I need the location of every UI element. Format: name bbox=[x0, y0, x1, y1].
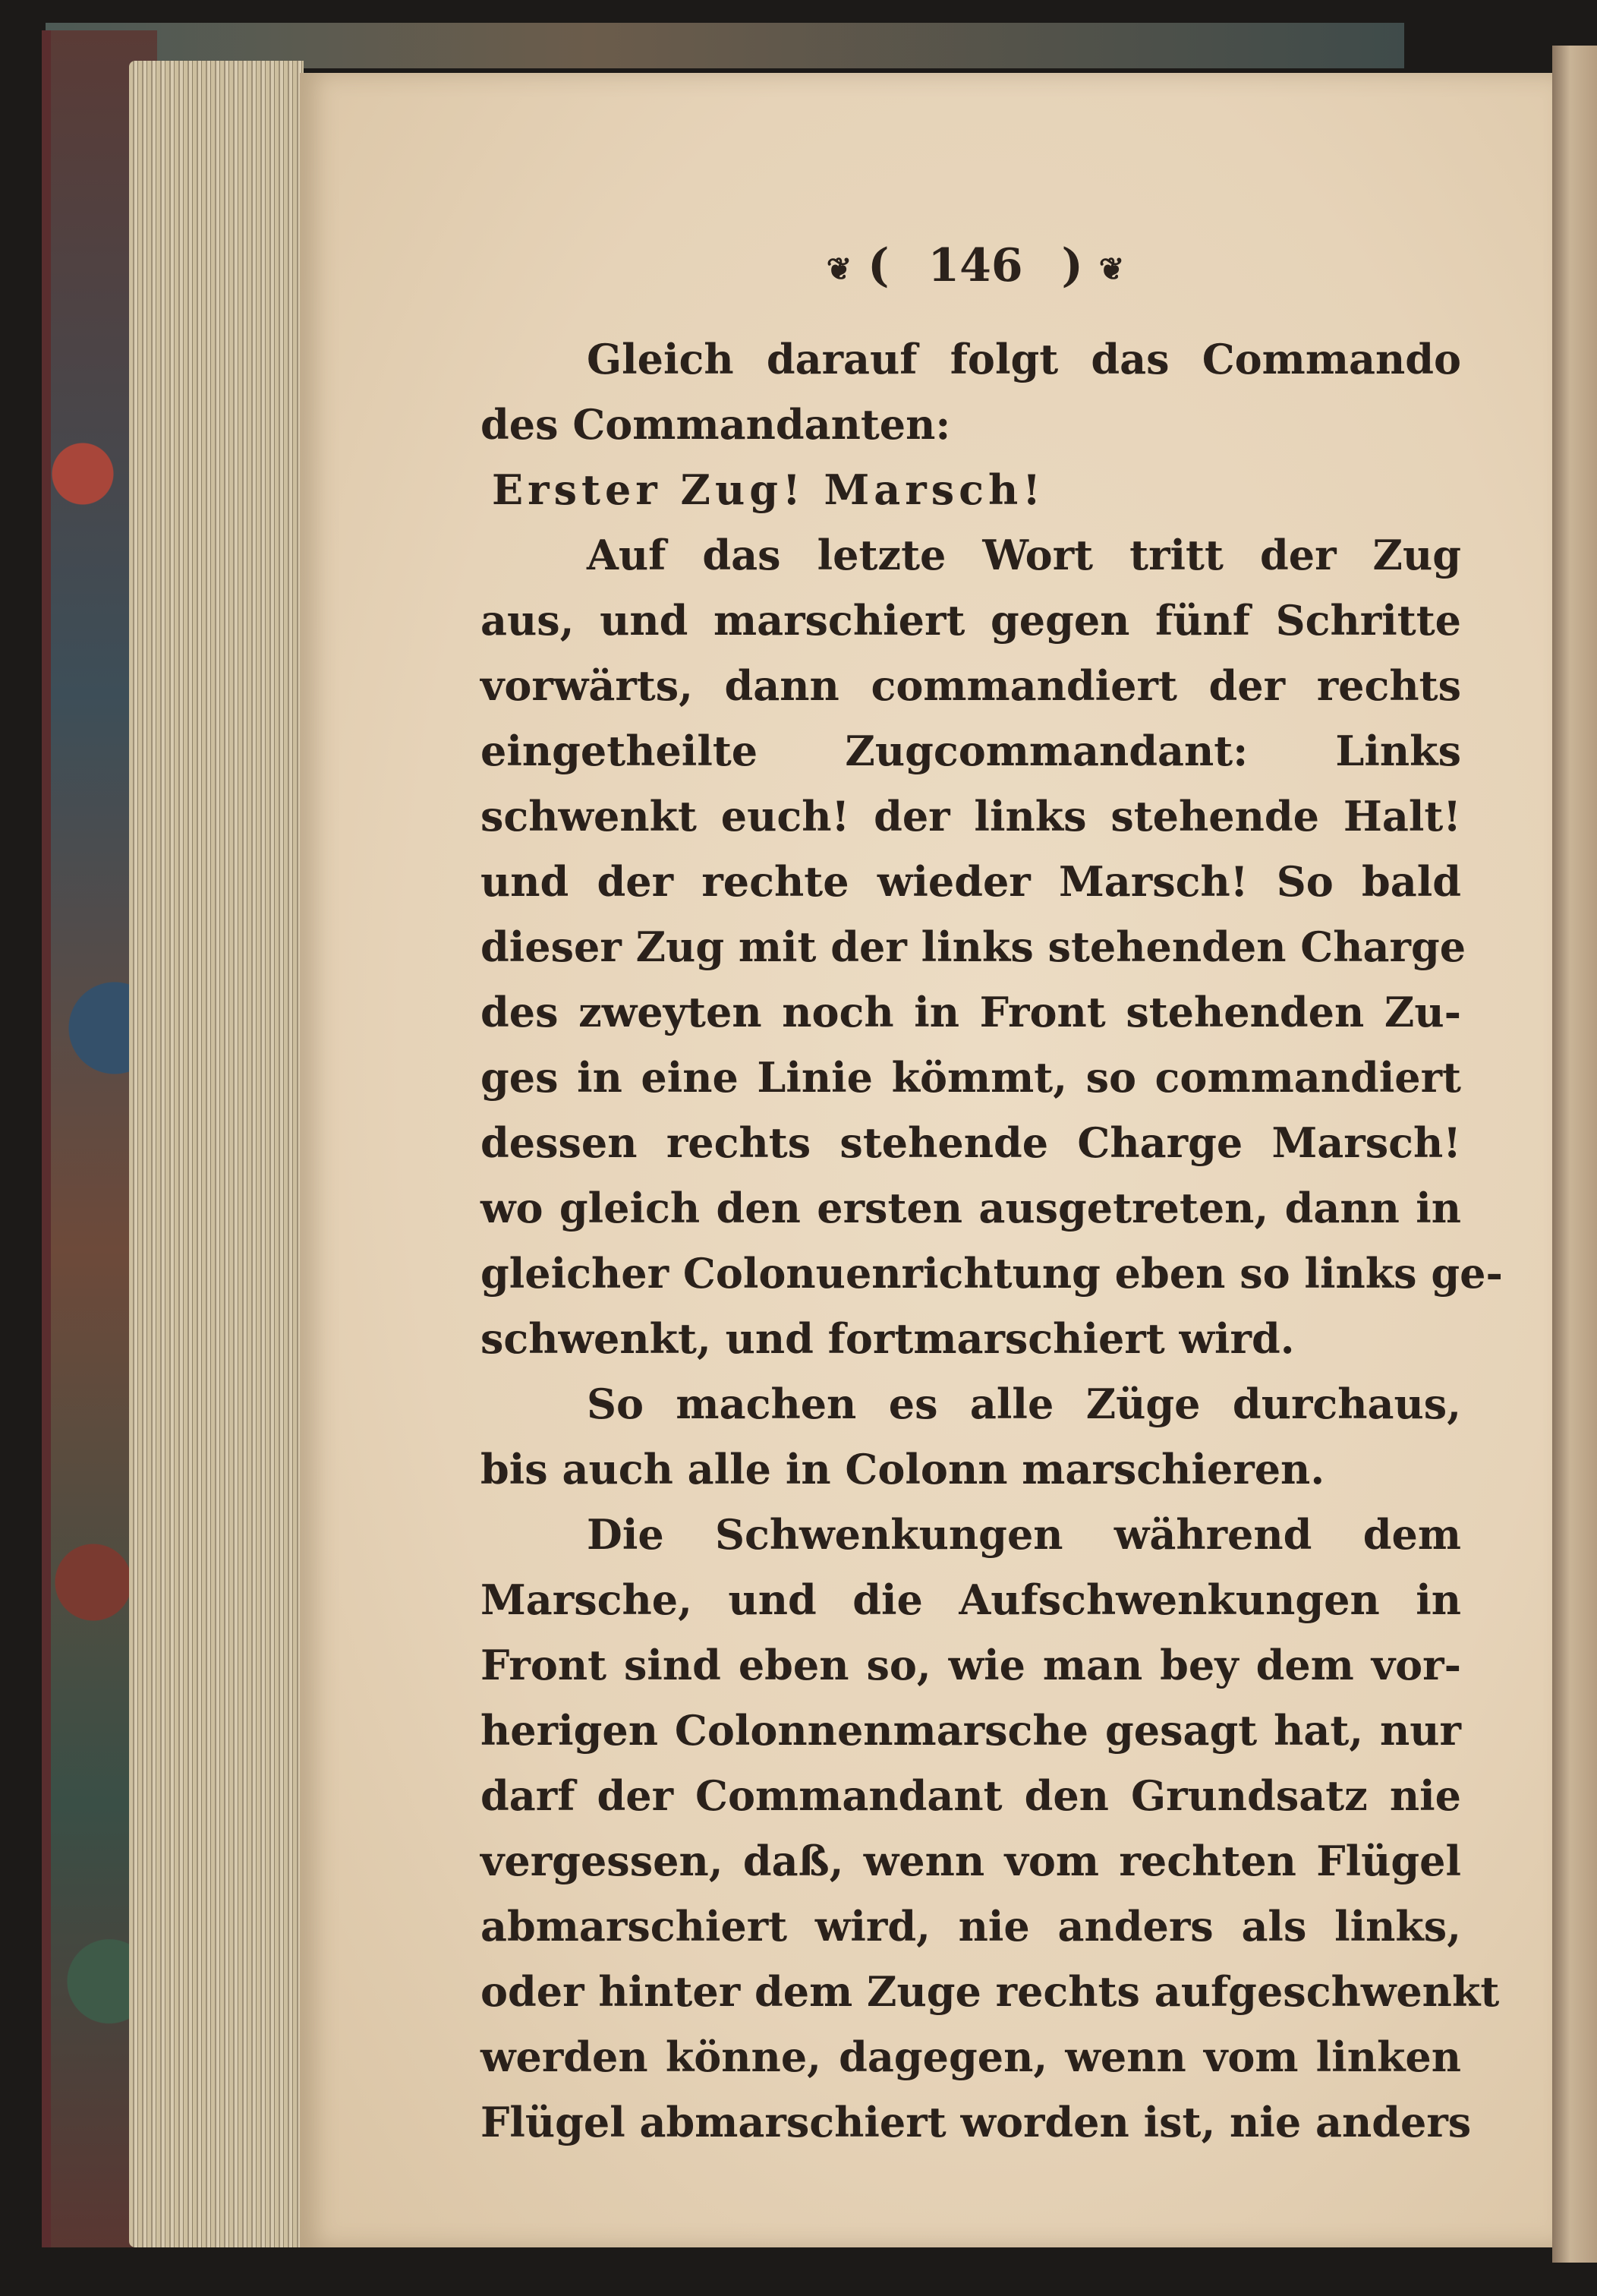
page-header bbox=[805, 239, 1146, 292]
text-line: abmarschiert wird, nie anders als links, bbox=[480, 1902, 1461, 1951]
text-line: bis auch alle in Colonn marschieren. bbox=[480, 1445, 1325, 1493]
facing-page-edge bbox=[1552, 46, 1597, 2263]
body-text bbox=[480, 326, 1503, 2155]
ornament-right-icon: ❦ bbox=[1098, 251, 1125, 287]
text-line: vergessen, daß, wenn vom rechten Flügel bbox=[480, 1837, 1461, 1885]
text-line: vorwärts, dann commandiert der rechts bbox=[480, 661, 1461, 710]
text-line: aus, und marschiert gegen fünf Schritte bbox=[480, 596, 1461, 645]
text-line: wo gleich den ersten ausgetreten, dann in bbox=[480, 1184, 1461, 1232]
text-line: und der rechte wieder Marsch! So bald bbox=[480, 857, 1461, 906]
text-line: Front sind eben so, wie man bey dem vor- bbox=[480, 1641, 1461, 1689]
text-line: gleicher Colonuenrichtung eben so links ge- bbox=[480, 1249, 1503, 1298]
text-line: schwenkt, und fortmarschiert wird. bbox=[480, 1314, 1295, 1363]
text-line: des zweyten noch in Front stehenden Zu- bbox=[480, 988, 1461, 1036]
text-line: Flügel abmarschiert worden ist, nie anders bbox=[480, 2098, 1472, 2146]
paren-left: ( bbox=[868, 239, 890, 292]
text-line: darf der Commandant den Grundsatz nie bbox=[480, 1771, 1461, 1820]
paren-right: ) bbox=[1061, 239, 1083, 292]
text-line: dessen rechts stehende Charge Marsch! bbox=[480, 1118, 1461, 1167]
page-number: 146 bbox=[928, 239, 1023, 292]
text-line: schwenkt euch! der links stehende Halt! bbox=[480, 792, 1461, 840]
text-line: ges in eine Linie kömmt, so commandiert bbox=[480, 1053, 1461, 1102]
text-line: Auf das letzte Wort tritt der Zug bbox=[587, 531, 1461, 579]
text-line: eingetheilte Zugcommandant: Links bbox=[480, 727, 1461, 775]
text-line: Die Schwenkungen während dem bbox=[587, 1510, 1461, 1559]
text-line: Erster Zug! Marsch! bbox=[492, 465, 1045, 514]
text-line: dieser Zug mit der links stehenden Charge bbox=[480, 922, 1466, 971]
text-line: oder hinter dem Zuge rechts aufgeschwenkt bbox=[480, 1967, 1500, 2016]
text-line: Gleich darauf folgt das Commando bbox=[587, 335, 1461, 383]
text-line: herigen Colonnenmarsche gesagt hat, nur bbox=[480, 1706, 1461, 1755]
ornament-left-icon: ❦ bbox=[826, 251, 852, 287]
text-line: des Commandanten: bbox=[480, 400, 951, 449]
text-line: werden könne, dagegen, wenn vom linken bbox=[480, 2033, 1461, 2081]
text-line: Marsche, und die Aufschwenkungen in bbox=[480, 1575, 1461, 1624]
page-edges bbox=[129, 61, 304, 2247]
text-line: So machen es alle Züge durchaus, bbox=[587, 1380, 1461, 1428]
